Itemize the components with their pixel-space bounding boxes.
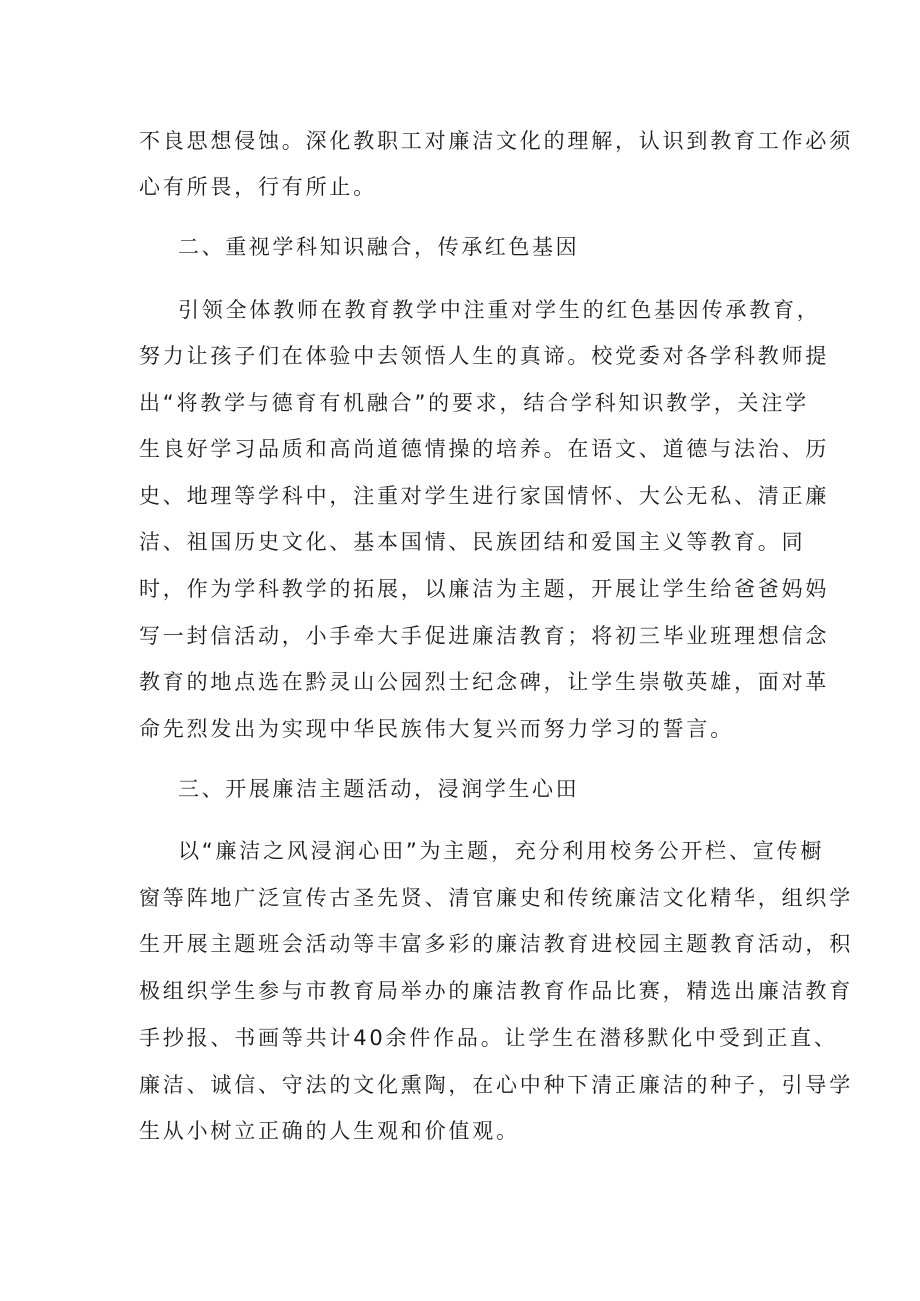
paragraph-line: 手抄报、书画等共计40余件作品。让学生在潜移默化中受到正直、 <box>139 1026 838 1050</box>
paragraph-line: 引领全体教师在教育教学中注重对学生的红色基因传承教育， <box>178 298 821 322</box>
paragraph-line: 生从小树立正确的人生观和价值观。 <box>139 1119 520 1143</box>
paragraph-line: 廉洁、诚信、守法的文化熏陶，在心中种下清正廉洁的种子，引导学 <box>139 1073 853 1097</box>
paragraph-line: 时，作为学科教学的拓展，以廉洁为主题，开展让学生给爸爸妈妈 <box>139 577 830 601</box>
paragraph-line: 教育的地点选在黔灵山公园烈士纪念碑，让学生崇敬英雄，面对革 <box>139 670 830 694</box>
paragraph-line: 生良好学习品质和高尚道德情操的培养。在语文、道德与法治、历 <box>139 437 830 461</box>
paragraph-line: 极组织学生参与市教育局举办的廉洁教育作品比赛，精选出廉洁教育 <box>139 979 853 1003</box>
paragraph-line: 出“将教学与德育有机融合”的要求，结合学科知识教学，关注学 <box>139 391 809 415</box>
paragraph-line: 不良思想侵蚀。深化教职工对廉洁文化的理解，认识到教育工作必须 <box>139 129 853 153</box>
paragraph-line: 生开展主题班会活动等丰富多彩的廉洁教育进校园主题教育活动，积 <box>139 932 853 956</box>
paragraph-line: 努力让孩子们在体验中去领悟人生的真谛。校党委对各学科教师提 <box>139 344 830 368</box>
paragraph-line: 以“廉洁之风浸润心田”为主题，充分利用校务公开栏、宣传橱 <box>178 839 825 863</box>
paragraph-line: 史、地理等学科中，注重对学生进行家国情怀、大公无私、清正廉 <box>139 484 830 508</box>
paragraph-line: 心有所畏，行有所止。 <box>139 175 377 199</box>
paragraph-line: 洁、祖国历史文化、基本国情、民族团结和爱国主义等教育。同 <box>139 530 806 554</box>
paragraph-line: 窗等阵地广泛宣传古圣先贤、清官廉史和传统廉洁文化精华，组织学 <box>139 886 853 910</box>
paragraph-line: 写一封信活动，小手牵大手促进廉洁教育；将初三毕业班理想信念 <box>139 624 830 648</box>
section-heading-2: 二、重视学科知识融合，传承红色基因 <box>178 235 580 259</box>
paragraph-line: 命先烈发出为实现中华民族伟大复兴而努力学习的誓言。 <box>139 717 734 741</box>
section-heading-3: 三、开展廉洁主题活动，浸润学生心田 <box>178 777 580 801</box>
